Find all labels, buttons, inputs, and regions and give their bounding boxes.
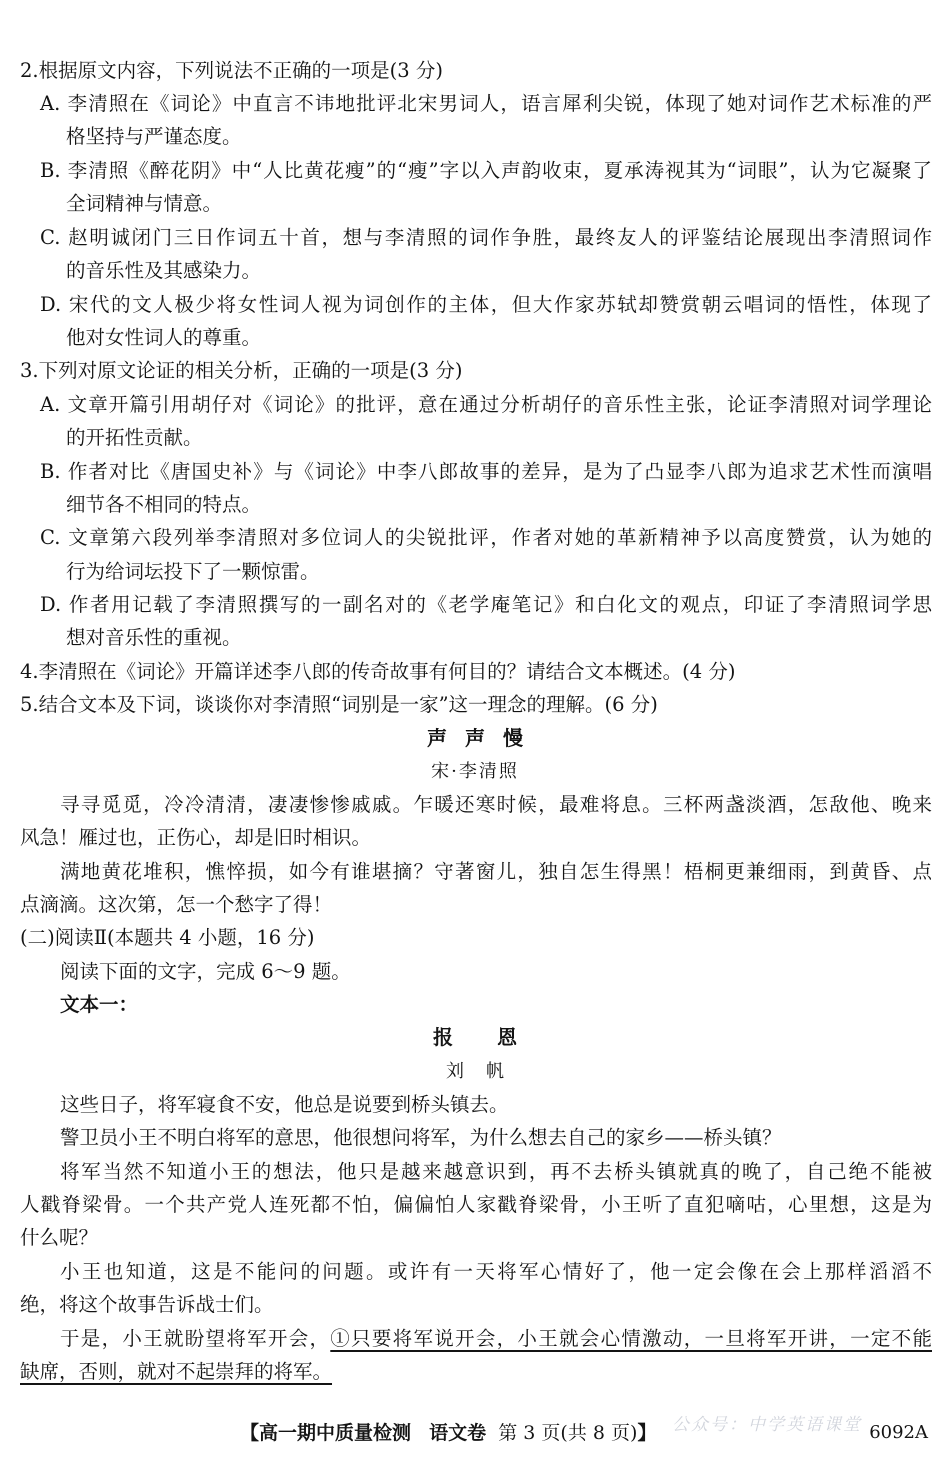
q2-option-c-line2: 的音乐性及其感染力。 — [66, 259, 262, 282]
story-paragraph-1: 这些日子，将军寝食不安，他总是说要到桥头镇去。 — [60, 1093, 509, 1116]
q3-option-d-line2: 想对音乐性的重视。 — [66, 626, 242, 649]
q2-option-d-line1: D. 宋代的文人极少将女性词人视为词创作的主体，但大作家苏轼却赞赏朝云唱词的悟性，体现了 — [40, 293, 932, 316]
footer-subject: 语文卷 — [429, 1422, 487, 1444]
poem-line-1: 寻寻觅觅，冷冷清清，凄凄惨惨戚戚。乍暖还寒时候，最难将息。三杯两盏淡酒，怎敌他、晚来 — [60, 793, 932, 816]
footer-exam-title: 高一期中质量检测 — [259, 1422, 412, 1444]
poem-line-3: 满地黄花堆积，憔悴损，如今有谁堪摘？守著窗儿，独自怎生得黑！梧桐更兼细雨，到黄昏、点 — [60, 860, 932, 883]
story-paragraph-2: 警卫员小王不明白将军的意思，他很想问将军，为什么想去自己的家乡——桥头镇？ — [60, 1126, 782, 1149]
q2-option-c-line1: C. 赵明诚闭门三日作词五十首，想与李清照的词作争胜，最终友人的评鉴结论展现出李清照词作 — [40, 226, 932, 249]
poem-line-4: 点滴滴。这次第，怎一个愁字了得！ — [20, 893, 333, 916]
paper-code: 6092A — [869, 1422, 928, 1443]
story-paragraph-5-plain: 于是，小王就盼望将军开会， — [60, 1327, 331, 1350]
footer-page-number: 第 3 页(共 8 页) — [498, 1422, 638, 1444]
footer-bracket-close: 】 — [637, 1422, 657, 1444]
story-author: 刘帆 — [446, 1061, 526, 1082]
q2-option-a-line1: A. 李清照在《词论》中直言不讳地批评北宋男词人，语言犀利尖锐，体现了她对词作艺术标准的严 — [40, 92, 932, 115]
story-paragraph-4-line1: 小王也知道，这是不能问的问题。或许有一天将军心情好了，他一定会像在会上那样滔滔不 — [60, 1260, 932, 1283]
q3-option-b-line1: B. 作者对比《唐国史补》与《词论》中李八郎故事的差异，是为了凸显李八郎为追求艺术性而演唱 — [40, 460, 932, 483]
q2-option-b-line1: B. 李清照《醉花阴》中“人比黄花瘦”的“瘦”字以入声韵收束，夏承涛视其为“词眼”，认为它凝聚了 — [40, 159, 932, 182]
question-2-stem: 2.根据原文内容，下列说法不正确的一项是(3 分) — [20, 59, 443, 82]
question-4: 4.李清照在《词论》开篇详述李八郎的传奇故事有何目的？请结合文本概述。(4 分) — [20, 660, 736, 683]
q2-option-b-line2: 全词精神与情意。 — [66, 192, 223, 215]
q3-option-b-line2: 细节各不相同的特点。 — [66, 493, 262, 516]
q3-option-c-line1: C. 文章第六段列举李清照对多位词人的尖锐批评，作者对她的革新精神予以高度赞赏，认为她的 — [40, 526, 932, 549]
q3-option-d-line1: D. 作者用记载了李清照撰写的一副名对的《老学庵笔记》和白化文的观点，印证了李清照词学思 — [40, 593, 932, 616]
q3-option-c-line2: 行为给词坛投下了一颗惊雷。 — [66, 560, 320, 583]
story-paragraph-3-line3: 什么呢？ — [20, 1226, 99, 1249]
section-2-instruction: 阅读下面的文字，完成 6～9 题。 — [60, 960, 351, 983]
question-5: 5.结合文本及下词，谈谈你对李清照“词别是一家”这一理念的理解。(6 分) — [20, 693, 658, 716]
story-paragraph-5-line2 — [20, 1355, 932, 1388]
question-3-stem: 3.下列对原文论证的相关分析，正确的一项是(3 分) — [20, 359, 463, 382]
underlined-sentence-1: ①只要将军说开会，小王就会心情激动，一旦将军开讲，一定不能 — [330, 1327, 932, 1350]
watermark: 公众号：中学英语课堂 — [672, 1415, 862, 1435]
story-paragraph-3-line2: 人戳脊梁骨。一个共产党人连死都不怕，偏偏怕人家戳脊梁骨，小王听了直犯嘀咕，心里想，这是为 — [20, 1193, 932, 1216]
poem-author: 宋·李清照 — [431, 761, 519, 782]
poem-title: 声声慢 — [427, 726, 541, 750]
footer-bracket-open: 【 — [240, 1422, 260, 1444]
section-2-heading: (二)阅读Ⅱ(本题共 4 小题，16 分) — [20, 926, 315, 949]
story-paragraph-3-line1: 将军当然不知道小王的想法，他只是越来越意识到，再不去桥头镇就真的晚了，自己绝不能被 — [60, 1160, 932, 1183]
footer-info — [240, 1418, 656, 1448]
q2-option-a-line2: 格坚持与严谨态度。 — [66, 125, 242, 148]
story-title: 报恩 — [433, 1025, 561, 1049]
text-one-label: 文本一： — [60, 993, 139, 1016]
poem-line-2: 风急！雁过也，正伤心，却是旧时相识。 — [20, 826, 372, 849]
story-paragraph-4-line2: 绝，将这个故事告诉战士们。 — [20, 1293, 274, 1316]
q3-option-a-line2: 的开拓性贡献。 — [66, 426, 203, 449]
underlined-sentence-1-continued: 缺席，否则，就对不起崇拜的将军。 — [20, 1360, 333, 1383]
q2-option-d-line2: 他对女性词人的尊重。 — [66, 326, 262, 349]
q3-option-a-line1: A. 文章开篇引用胡仔对《词论》的批评，意在通过分析胡仔的音乐性主张，论证李清照对词学理论 — [40, 393, 932, 416]
story-paragraph-5-line1 — [60, 1322, 932, 1355]
page-footer — [0, 1418, 950, 1448]
